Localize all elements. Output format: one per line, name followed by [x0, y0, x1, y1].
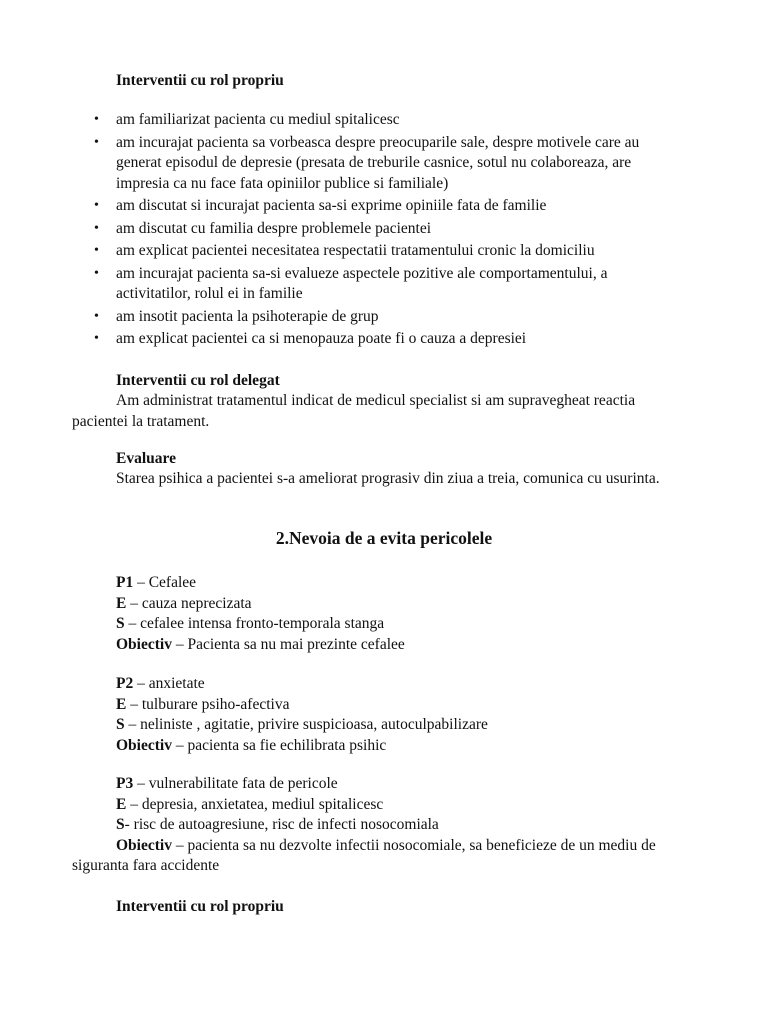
- bullet-icon: •: [94, 331, 99, 346]
- section-title: 2.Nevoia de a evita pericolele: [275, 528, 493, 548]
- objective-row: Obiectiv – Pacienta sa nu mai prezinte cefalee: [116, 635, 405, 653]
- problem-row: P1 – Cefalee: [116, 574, 197, 591]
- list-item: • am explicat pacientei necesitatea respectatii tratamentului cronic la domiciliu: [72, 241, 664, 262]
- bullet-icon: •: [94, 198, 99, 213]
- problem-p3: [72, 774, 664, 877]
- bullet-icon: •: [94, 243, 99, 258]
- problem-row: P3 – vulnerabilitate fata de pericole: [116, 775, 338, 792]
- heading-evaluare: Evaluare: [116, 450, 176, 467]
- etiology-row: E – depresia, anxietatea, mediul spitalicesc: [116, 795, 384, 813]
- bullet-icon: •: [94, 134, 99, 150]
- heading-interventii-rol-propriu-2: Interventii cu rol propriu: [116, 898, 284, 915]
- problem-p1: [72, 573, 664, 655]
- etiology-row: E – cauza neprecizata: [116, 594, 252, 612]
- etiology-row: E – tulburare psiho-afectiva: [116, 695, 290, 713]
- list-item: • am familiarizat pacienta cu mediul spitalicesc: [72, 110, 664, 131]
- problem-p2: [72, 674, 664, 756]
- heading-interventii-rol-delegat: Interventii cu rol delegat: [116, 372, 280, 389]
- list-item: • am discutat cu familia despre problemele pacientei: [72, 219, 664, 240]
- list-item: • am incurajat pacienta sa vorbeasca despre preocuparile sale, despre motivele care au generat episodul de depresie (presata de treburile casnice, sotul nu colaboreaza, are impresia ca nu face fata opiniilor publice si familiale): [94, 133, 640, 192]
- list-item: • am incurajat pacienta sa-si evalueze aspectele pozitive ale comportamentului, a activitatilor, rolul ei in familie: [94, 264, 608, 302]
- bullet-icon: •: [94, 308, 99, 324]
- bullet-icon: •: [94, 265, 99, 281]
- list-item: • am insotit pacienta la psihoterapie de grup: [72, 307, 664, 328]
- heading-interventii-rol-propriu: Interventii cu rol propriu: [116, 72, 284, 89]
- bullet-icon: •: [94, 112, 99, 127]
- symptom-row: S – cefalee intensa fronto-temporala stanga: [116, 615, 385, 632]
- paragraph-delegat: Am administrat tratamentul indicat de medicul specialist si am supravegheat reactia pacientei la tratament.: [72, 392, 636, 430]
- bullet-list: [72, 110, 664, 350]
- objective-row: Obiectiv – pacienta sa fie echilibrata psihic: [116, 736, 387, 754]
- objective-row: Obiectiv – pacienta sa nu dezvolte infectii nosocomiale, sa beneficieze de un mediu de siguranta fara accidente: [72, 836, 656, 874]
- list-item: • am explicat pacientei ca si menopauza poate fi o cauza a depresiei: [72, 329, 664, 350]
- symptom-row: S – neliniste , agitatie, privire suspicioasa, autoculpabilizare: [116, 716, 488, 733]
- list-item: • am discutat si incurajat pacienta sa-si exprime opiniile fata de familie: [72, 196, 664, 217]
- problem-row: P2 – anxietate: [116, 675, 205, 692]
- bullet-icon: •: [94, 220, 99, 236]
- paragraph-evaluare: Starea psihica a pacientei s-a ameliorat prograsiv din ziua a treia, comunica cu usurinta.: [116, 470, 660, 487]
- symptom-row: S- risc de autoagresiune, risc de infecti nosocomiala: [116, 816, 439, 833]
